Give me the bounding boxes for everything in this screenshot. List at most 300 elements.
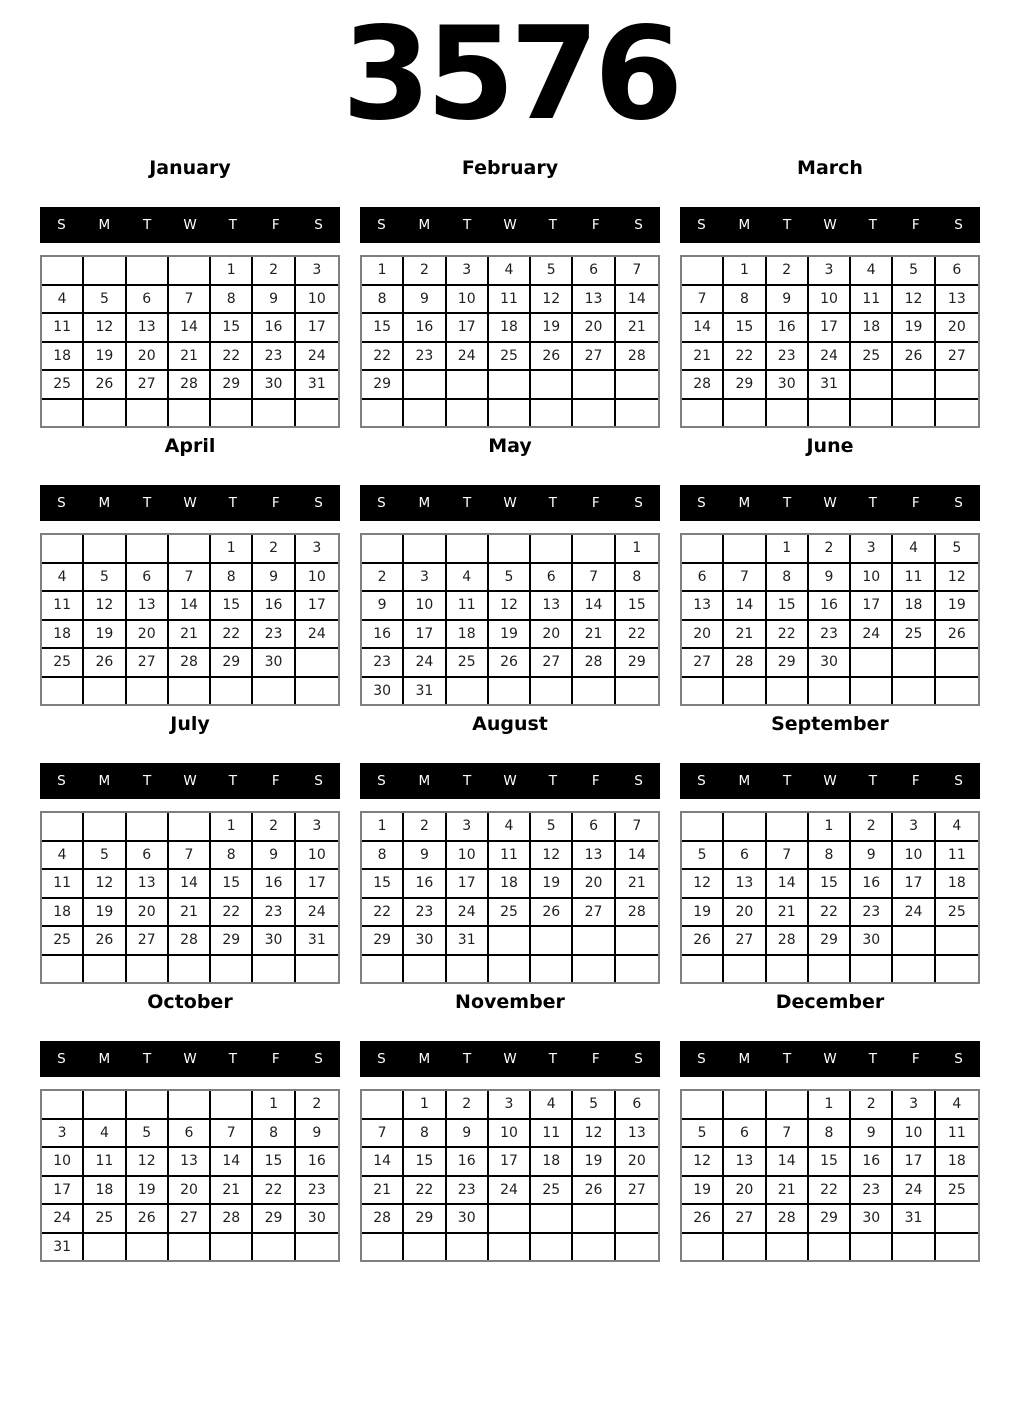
date-cell [682,1091,724,1120]
date-cell [809,400,851,427]
date-cell [851,371,893,400]
date-cell: 9 [404,842,446,871]
date-cell: 14 [616,842,658,871]
weekday-label: M [418,1051,431,1067]
date-cell: 20 [531,621,573,650]
date-cell: 29 [211,927,253,956]
date-cell: 4 [42,286,84,315]
date-cell: 30 [851,1205,893,1234]
date-cell [404,956,446,983]
date-cell: 25 [489,899,531,928]
date-cell: 16 [851,1148,893,1177]
date-cell: 1 [211,535,253,564]
weekday-label: S [697,217,706,233]
weekday-label: T [143,773,152,789]
weekday-label: W [503,773,517,789]
date-cell: 13 [724,1148,766,1177]
date-cell: 27 [573,899,615,928]
week-row [682,314,978,343]
month-table [40,533,340,706]
weekday-label: F [271,773,280,789]
week-row [42,257,338,286]
weekday-header-row [360,485,660,521]
weekday-label: T [228,1051,237,1067]
date-cell: 19 [682,899,724,928]
date-cell: 19 [84,343,126,372]
weekday-label: T [783,773,792,789]
date-cell: 6 [724,842,766,871]
week-row [42,621,338,650]
date-cell: 11 [489,286,531,315]
weekday-header-row [360,763,660,799]
week-row [42,1177,338,1206]
date-cell [42,678,84,705]
date-cell [893,400,935,427]
date-cell [211,1091,253,1120]
weekday-label: F [591,217,600,233]
date-cell: 16 [253,314,295,343]
date-cell: 13 [724,870,766,899]
weekday-header-row [40,1041,340,1077]
date-cell: 22 [724,343,766,372]
date-cell: 10 [893,842,935,871]
date-cell: 1 [211,257,253,286]
date-cell [127,956,169,983]
month-block [680,706,980,984]
date-cell: 10 [296,564,338,593]
date-cell: 21 [616,314,658,343]
month-table [360,811,660,984]
date-cell: 27 [127,649,169,678]
date-cell: 8 [362,286,404,315]
week-row [362,842,658,871]
week-row [362,1205,658,1234]
date-cell [851,400,893,427]
date-cell: 29 [253,1205,295,1234]
month-block [40,706,340,984]
date-cell: 7 [767,1120,809,1149]
month-title: January [149,157,231,179]
date-cell: 4 [936,813,978,842]
weekday-label: S [377,217,386,233]
date-cell: 5 [489,564,531,593]
date-cell: 5 [573,1091,615,1120]
date-cell: 10 [42,1148,84,1177]
weekday-label: T [228,495,237,511]
date-cell: 23 [296,1177,338,1206]
week-row [682,1120,978,1149]
date-cell: 27 [127,927,169,956]
date-cell: 22 [404,1177,446,1206]
date-cell: 26 [531,343,573,372]
date-cell: 22 [211,899,253,928]
date-cell: 27 [936,343,978,372]
date-cell: 11 [42,592,84,621]
date-cell: 12 [84,314,126,343]
date-cell [936,1234,978,1261]
date-cell [936,1205,978,1234]
week-row [362,956,658,983]
date-cell [724,535,766,564]
weekday-label: T [548,495,557,511]
week-row [42,592,338,621]
date-cell: 19 [682,1177,724,1206]
date-cell: 2 [809,535,851,564]
date-cell: 5 [84,564,126,593]
date-cell: 25 [447,649,489,678]
date-cell: 23 [362,649,404,678]
date-cell: 4 [936,1091,978,1120]
date-cell: 18 [936,870,978,899]
date-cell: 10 [893,1120,935,1149]
date-cell [682,400,724,427]
date-cell: 10 [296,286,338,315]
date-cell: 13 [573,842,615,871]
weekday-label: W [823,217,837,233]
date-cell [936,371,978,400]
date-cell: 27 [724,1205,766,1234]
date-cell: 16 [362,621,404,650]
date-cell [809,1234,851,1261]
weekday-label: S [57,495,66,511]
date-cell: 24 [489,1177,531,1206]
date-cell: 24 [296,621,338,650]
date-cell: 2 [447,1091,489,1120]
date-cell: 11 [851,286,893,315]
date-cell: 13 [531,592,573,621]
date-cell [573,1205,615,1234]
date-cell: 14 [211,1148,253,1177]
date-cell [404,371,446,400]
weekday-label: S [377,1051,386,1067]
date-cell [767,813,809,842]
date-cell: 1 [362,257,404,286]
date-cell: 14 [767,1148,809,1177]
weekday-label: T [463,1051,472,1067]
date-cell: 28 [724,649,766,678]
date-cell: 17 [404,621,446,650]
date-cell: 9 [253,564,295,593]
date-cell [616,400,658,427]
week-row [42,813,338,842]
weekday-label: W [183,1051,197,1067]
date-cell: 6 [724,1120,766,1149]
weekday-label: W [183,495,197,511]
date-cell [127,813,169,842]
date-cell: 12 [936,564,978,593]
date-cell: 9 [362,592,404,621]
date-cell: 20 [127,343,169,372]
week-row [682,1148,978,1177]
date-cell: 4 [489,813,531,842]
weekday-label: F [911,217,920,233]
week-row [42,927,338,956]
date-cell [127,678,169,705]
date-cell: 3 [296,813,338,842]
date-cell: 27 [573,343,615,372]
date-cell: 20 [127,621,169,650]
week-row [682,535,978,564]
weekday-label: S [377,773,386,789]
month-title: September [771,713,889,735]
week-row [362,400,658,427]
weekday-label: T [463,495,472,511]
date-cell: 1 [404,1091,446,1120]
date-cell [489,678,531,705]
date-cell: 2 [851,813,893,842]
date-cell: 14 [169,314,211,343]
date-cell: 12 [84,870,126,899]
date-cell [531,1234,573,1261]
date-cell: 23 [253,621,295,650]
week-row [42,649,338,678]
date-cell: 19 [893,314,935,343]
week-row [42,956,338,983]
date-cell: 21 [211,1177,253,1206]
date-cell: 13 [127,314,169,343]
date-cell: 21 [362,1177,404,1206]
date-cell [84,813,126,842]
weekday-label: S [57,773,66,789]
weekday-label: T [868,1051,877,1067]
weekday-header-row [680,207,980,243]
month-block [680,984,980,1262]
week-row [682,621,978,650]
date-cell: 14 [573,592,615,621]
date-cell [724,1091,766,1120]
date-cell: 29 [362,371,404,400]
weekday-label: S [377,495,386,511]
date-cell: 20 [573,314,615,343]
week-row [42,1120,338,1149]
date-cell [404,1234,446,1261]
date-cell: 14 [767,870,809,899]
date-cell: 4 [489,257,531,286]
date-cell: 2 [362,564,404,593]
date-cell [616,927,658,956]
date-cell: 13 [936,286,978,315]
date-cell: 30 [253,649,295,678]
date-cell: 18 [84,1177,126,1206]
date-cell: 16 [809,592,851,621]
week-row [42,1205,338,1234]
date-cell: 22 [211,621,253,650]
date-cell: 29 [809,1205,851,1234]
date-cell [127,1091,169,1120]
date-cell [489,927,531,956]
week-row [682,371,978,400]
date-cell: 19 [936,592,978,621]
weekday-label: S [57,217,66,233]
date-cell: 30 [767,371,809,400]
date-cell [362,1091,404,1120]
date-cell: 23 [447,1177,489,1206]
week-row [362,592,658,621]
date-cell [767,956,809,983]
date-cell: 7 [724,564,766,593]
week-row [682,678,978,705]
date-cell [809,956,851,983]
week-row [42,1234,338,1261]
date-cell: 2 [404,257,446,286]
date-cell [851,678,893,705]
weekday-label: T [228,217,237,233]
weekday-label: F [591,1051,600,1067]
weekday-label: S [954,495,963,511]
weekday-label: M [418,773,431,789]
week-row [42,564,338,593]
date-cell: 8 [253,1120,295,1149]
date-cell: 3 [404,564,446,593]
date-cell: 12 [682,870,724,899]
date-cell: 26 [893,343,935,372]
date-cell: 28 [362,1205,404,1234]
date-cell [42,257,84,286]
date-cell [42,535,84,564]
weekday-label: M [738,217,751,233]
date-cell: 28 [767,1205,809,1234]
date-cell: 12 [489,592,531,621]
date-cell: 26 [936,621,978,650]
week-row [682,813,978,842]
date-cell [682,535,724,564]
weekday-label: T [228,773,237,789]
date-cell [767,400,809,427]
weekday-header-row [680,763,980,799]
date-cell: 31 [404,678,446,705]
date-cell [84,400,126,427]
date-cell: 6 [682,564,724,593]
date-cell [893,649,935,678]
date-cell [936,956,978,983]
weekday-label: S [697,1051,706,1067]
date-cell: 4 [42,842,84,871]
date-cell [169,813,211,842]
date-cell: 13 [573,286,615,315]
date-cell: 17 [42,1177,84,1206]
date-cell: 4 [851,257,893,286]
date-cell: 20 [616,1148,658,1177]
date-cell: 6 [936,257,978,286]
date-cell: 3 [893,813,935,842]
date-cell [253,400,295,427]
date-cell: 17 [447,314,489,343]
date-cell: 31 [42,1234,84,1261]
date-cell: 6 [169,1120,211,1149]
date-cell: 14 [169,592,211,621]
date-cell: 9 [809,564,851,593]
month-block [40,150,340,428]
date-cell [531,535,573,564]
date-cell [127,535,169,564]
weekday-label: S [57,1051,66,1067]
date-cell: 27 [616,1177,658,1206]
date-cell [682,813,724,842]
month-title: July [170,713,210,735]
date-cell: 31 [296,927,338,956]
weekday-label: W [503,1051,517,1067]
week-row [362,314,658,343]
month-block [360,706,660,984]
date-cell: 21 [616,870,658,899]
date-cell: 7 [169,564,211,593]
date-cell: 6 [573,257,615,286]
date-cell: 19 [531,314,573,343]
month-title: December [775,991,885,1013]
date-cell: 27 [127,371,169,400]
date-cell: 26 [531,899,573,928]
date-cell: 25 [851,343,893,372]
date-cell: 30 [253,927,295,956]
date-cell [936,649,978,678]
date-cell [573,1234,615,1261]
week-row [362,813,658,842]
date-cell [447,535,489,564]
date-cell: 28 [616,899,658,928]
date-cell [253,678,295,705]
date-cell: 19 [489,621,531,650]
date-cell: 20 [169,1177,211,1206]
week-row [682,257,978,286]
month-table [360,533,660,706]
date-cell: 25 [42,649,84,678]
weekday-header-row [680,485,980,521]
weekday-label: T [783,217,792,233]
week-row [362,343,658,372]
weekday-label: T [143,217,152,233]
date-cell [851,649,893,678]
date-cell: 11 [936,1120,978,1149]
weekday-label: M [738,495,751,511]
date-cell: 17 [447,870,489,899]
date-cell [404,400,446,427]
date-cell: 13 [169,1148,211,1177]
date-cell: 10 [404,592,446,621]
date-cell: 22 [809,899,851,928]
week-row [362,371,658,400]
date-cell [127,1234,169,1261]
date-cell: 24 [893,1177,935,1206]
date-cell [573,535,615,564]
date-cell: 18 [851,314,893,343]
weekday-header-row [360,207,660,243]
date-cell: 23 [767,343,809,372]
date-cell: 24 [447,343,489,372]
date-cell: 9 [851,1120,893,1149]
date-cell: 20 [724,1177,766,1206]
date-cell: 10 [489,1120,531,1149]
week-row [362,535,658,564]
weekday-label: W [503,495,517,511]
date-cell: 17 [489,1148,531,1177]
date-cell: 16 [767,314,809,343]
date-cell: 23 [253,899,295,928]
date-cell: 22 [362,343,404,372]
month-block [360,428,660,706]
date-cell [767,1234,809,1261]
weekday-label: S [954,1051,963,1067]
date-cell: 4 [893,535,935,564]
date-cell [84,678,126,705]
weekday-label: T [463,773,472,789]
date-cell: 27 [682,649,724,678]
date-cell: 15 [724,314,766,343]
month-block [680,150,980,428]
date-cell [724,956,766,983]
date-cell [447,400,489,427]
date-cell [531,927,573,956]
date-cell [296,1234,338,1261]
